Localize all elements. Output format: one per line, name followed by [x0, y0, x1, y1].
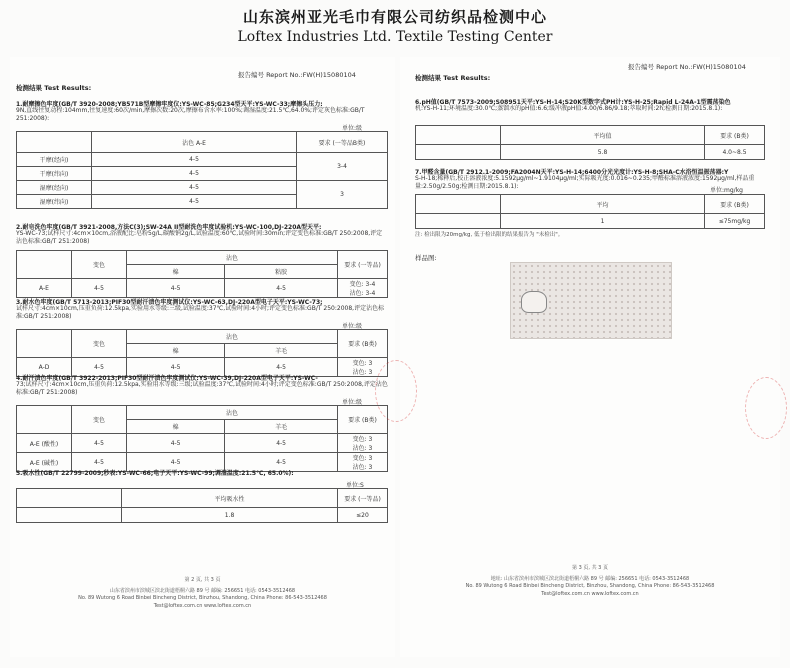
corner-cell	[17, 330, 72, 358]
ph-table	[415, 125, 765, 160]
sample-label: 样品图:	[415, 254, 437, 262]
col-change: 变色	[72, 406, 127, 434]
wool-value: 4-5	[225, 358, 338, 377]
report-page-2	[10, 57, 395, 657]
col-stain: 沾色	[127, 330, 338, 344]
change-value: 4-5	[72, 358, 127, 377]
corner-cell	[416, 195, 501, 214]
row-label: 湿摩(纬向)	[17, 195, 92, 209]
col-avg: 平均	[501, 195, 705, 214]
row-label	[17, 508, 122, 523]
section-6-desc: 机:YS-H-11;环境温度:30.0℃;蒸馏水的pH值:6.6;缓冲液pH值:4.00/6.86/9.18;萃取时间:2h;检测日期:2015.8.1):	[415, 105, 723, 112]
col-req: 要求 (一等品)	[338, 251, 388, 279]
req-value	[338, 279, 388, 298]
cotton-value: 4-5	[127, 453, 225, 472]
section-7-heading: 7.甲醛含量(GB/T 2912.1-2009;FA2004N天平:YS-H-14;6400分光光度计:YS-H-8;SHA-C水浴恒温振荡器:Y	[415, 169, 729, 176]
col-req: 要求 (一等品)	[338, 489, 388, 508]
req-value: 4.0~8.5	[705, 145, 765, 160]
section-3-heading: 3.耐水色牢度(GB/T 5713-2013;PIF30型耐汗渍色牢度测试仪:YS-WC-63,DJ-220A型电子天平:YS-WC-73;	[16, 299, 323, 306]
footer-web: Test@loftex.com.cn www.loftex.com.cn	[541, 591, 639, 597]
col-stain: 沾色	[127, 406, 338, 420]
col-cotton: 棉	[127, 420, 225, 434]
col-stain: 沾色	[127, 251, 338, 265]
wool-value: 4-5	[225, 434, 338, 453]
page-number: 第 3 页, 共 3 页	[572, 565, 608, 571]
official-seal-stamp	[375, 360, 417, 422]
corner-cell	[17, 406, 72, 434]
req-change: 变色: 3	[352, 360, 373, 367]
corner-cell	[416, 126, 501, 145]
section-1-heading: 1.耐摩擦色牢度(GB/T 3920-2008;YB571B型摩擦牢度仪:YS-WC-85;G234型天平:YS-WC-33;摩擦头压力:	[16, 101, 323, 108]
col-wool: 羊毛	[225, 344, 338, 358]
footer-address-en: No. 89 Wutong 6 Road Binbei Bincheng District, Binzhou, Shandong, China Phone: 86-543-3512468	[465, 583, 715, 589]
req-wet: 3	[297, 181, 388, 209]
section-6-heading: 6.pH值(GB/T 7573-2009;S08951天平:YS-H-14;S20K型数字式PH计:YS-H-25;Rapid L-24A-1型震荡染色	[415, 99, 731, 106]
water-absorbency-table	[16, 488, 388, 523]
corner-cell	[17, 132, 92, 153]
report-page-3	[400, 57, 780, 657]
footer-address-cn: 地址: 山东省滨州市滨城区滨北街道梧桐六路 89 号 邮编: 256651 电话: 0543-3512468	[490, 576, 690, 582]
row-value: 4-5	[92, 181, 297, 195]
section-4-unit: 单位:级	[342, 399, 363, 406]
footer-address-en: No. 89 Wutong 6 Road Binbei Bincheng District, Binzhou, Shandong, China Phone: 86-543-3512468	[78, 595, 327, 601]
results-title: 检测结果 Test Results:	[16, 84, 92, 92]
corner-cell	[17, 251, 72, 279]
section-5-unit: 单位:S	[346, 482, 364, 489]
section-4-desc: 73;试样尺寸:4cm×10cm,压重负荷:12.5kpa,实验用水等级:三级;试验温度:37℃,试验时间:4小时;评定变色标准:GB/T 250:2008,评定沾色标准:GB/T 251:2008)	[16, 381, 388, 396]
formaldehyde-table	[415, 194, 765, 229]
page-number: 第 2 页, 共 3 页	[184, 577, 221, 583]
detection-limit-note: 注: 检出限为20mg/kg, 低于检出限的结果报告为 "未检出"。	[415, 232, 564, 238]
footer-web: Test@loftex.com.cn www.loftex.com.cn	[153, 603, 252, 609]
section-3-desc: 试样尺寸:4cm×10cm,压重负荷:12.5kpa,实验用水等级:三级,试验温度:37℃,试验时间:4小时;评定变色标准:GB/T 250:2008,评定沾色标准:GB/T 251:2008)	[16, 305, 385, 320]
sample-photo	[510, 262, 672, 339]
col-req: 要求 (一等品B类)	[297, 132, 388, 153]
section-1-unit: 单位:级	[342, 125, 363, 132]
section-1-desc: 9N,直线往复动程:104mm,往复速度:60次/min,摩擦次数:20次,摩擦布含水率:100%;调湿温度:21.5℃,64.0%;评定灰色标准:GB/T 251:2008):	[16, 107, 365, 122]
soap-washing-table	[16, 250, 388, 298]
avg-value: 5.8	[501, 145, 705, 160]
req-change: 变色: 3-4	[349, 281, 376, 288]
col-req: 要求 (B类)	[338, 330, 388, 358]
sample-motif	[521, 291, 547, 313]
col-avg: 平均值	[501, 126, 705, 145]
row-value: 4-5	[92, 167, 297, 181]
col-req: 要求 (B类)	[338, 406, 388, 434]
req-value: ≤20	[338, 508, 388, 523]
req-dry: 3-4	[297, 153, 388, 181]
change-value: 4-5	[72, 434, 127, 453]
row-label: A-E (碱性)	[17, 453, 72, 472]
cotton-value: 4-5	[127, 434, 225, 453]
rubbing-fastness-table	[16, 131, 388, 209]
req-stain: 沾色: 3	[352, 445, 373, 452]
col-cotton: 棉	[127, 344, 225, 358]
section-7-desc: S-H-18;稀释后,校正溶液浓度:5.1592μg/ml~1.9104μg/ml;实际吸光度:0.016~0.235;甲醛标准溶液浓度:1592μg/ml,样品重量:2.50g/2.50g;检测日期:2015.8.1):	[415, 175, 755, 190]
center-title-cn: 山东滨州亚光毛巾有限公司纺织品检测中心	[242, 8, 547, 26]
results-title: 检测结果 Test Results:	[415, 74, 491, 82]
req-stain: 沾色: 3-4	[349, 290, 376, 297]
perspiration-fastness-table	[16, 405, 388, 472]
section-2-desc: YS-WC-73;试样尺寸:4cm×10cm,浴液配比:皂粉5g/L,碳酸钠2g/L,试验温度:60℃,试验时间:30min;评定变色标准:GB/T 250:2008,评定沾色标准:GB/T 251:2008)	[16, 230, 383, 245]
req-value	[338, 453, 388, 472]
change-value: 4-5	[72, 453, 127, 472]
req-value	[338, 434, 388, 453]
viscose-value: 4-5	[225, 279, 338, 298]
center-title-en: Loftex Industries Ltd. Textile Testing Center	[237, 29, 553, 45]
corner-cell	[17, 489, 122, 508]
row-label	[416, 214, 501, 229]
req-stain: 沾色: 3	[352, 464, 373, 471]
section-5-heading: 5.吸水性(GB/T 22799-2009;秒表:YS-WC-66;电子天平:YS-WC-99;调湿温度:21.5℃, 65.0%):	[16, 470, 294, 477]
row-label: A-E (酸性)	[17, 434, 72, 453]
col-grade: 沾色 A-E	[92, 132, 297, 153]
section-4-heading: 4.耐汗渍色牢度(GB/T 3922-2013;PIF30型耐汗渍色牢度测试仪:YS-WC-39,DJ-220A型电子天平:YS-WC-	[16, 375, 318, 382]
req-value: ≤75mg/kg	[705, 214, 765, 229]
row-label: A-D	[17, 358, 72, 377]
cotton-value: 4-5	[127, 279, 225, 298]
col-viscose: 粘胶	[225, 265, 338, 279]
wool-value: 4-5	[225, 453, 338, 472]
row-label	[416, 145, 501, 160]
col-req: 要求 (B类)	[705, 126, 765, 145]
row-label: A-E	[17, 279, 72, 298]
row-value: 4-5	[92, 153, 297, 167]
row-label: 干摩(经向)	[17, 153, 92, 167]
avg-value: 1.8	[122, 508, 338, 523]
req-stain: 沾色: 3	[352, 369, 373, 376]
req-change: 变色: 3	[352, 455, 373, 462]
col-avg: 平均吸水性	[122, 489, 338, 508]
col-req: 要求 (B类)	[705, 195, 765, 214]
official-seal-stamp	[745, 377, 787, 439]
row-label: 湿摩(经向)	[17, 181, 92, 195]
col-change: 变色	[72, 330, 127, 358]
report-number: 报告编号 Report No.:FW(H)15080104	[238, 71, 356, 79]
water-fastness-table	[16, 329, 388, 377]
col-wool: 羊毛	[225, 420, 338, 434]
section-2-heading: 2.耐皂洗色牢度(GB/T 3921-2008,方法C(3);SW-24A II型耐洗色牢度试验机:YS-WC-100,DJ-220A型天平:	[16, 224, 322, 231]
section-3-unit: 单位:级	[342, 323, 363, 330]
req-change: 变色: 3	[352, 436, 373, 443]
section-7-unit: 单位:mg/kg	[710, 187, 743, 194]
col-cotton: 棉	[127, 265, 225, 279]
footer-address-cn: 山东省滨州市滨城区滨北街道梧桐六路 89 号 邮编: 256651 电话: 0543-3512468	[109, 588, 296, 594]
row-value: 4-5	[92, 195, 297, 209]
avg-value: 1	[501, 214, 705, 229]
change-value: 4-5	[72, 279, 127, 298]
row-label: 干摩(纬向)	[17, 167, 92, 181]
report-number: 报告编号 Report No.:FW(H)15080104	[628, 63, 746, 71]
cotton-value: 4-5	[127, 358, 225, 377]
col-change: 变色	[72, 251, 127, 279]
